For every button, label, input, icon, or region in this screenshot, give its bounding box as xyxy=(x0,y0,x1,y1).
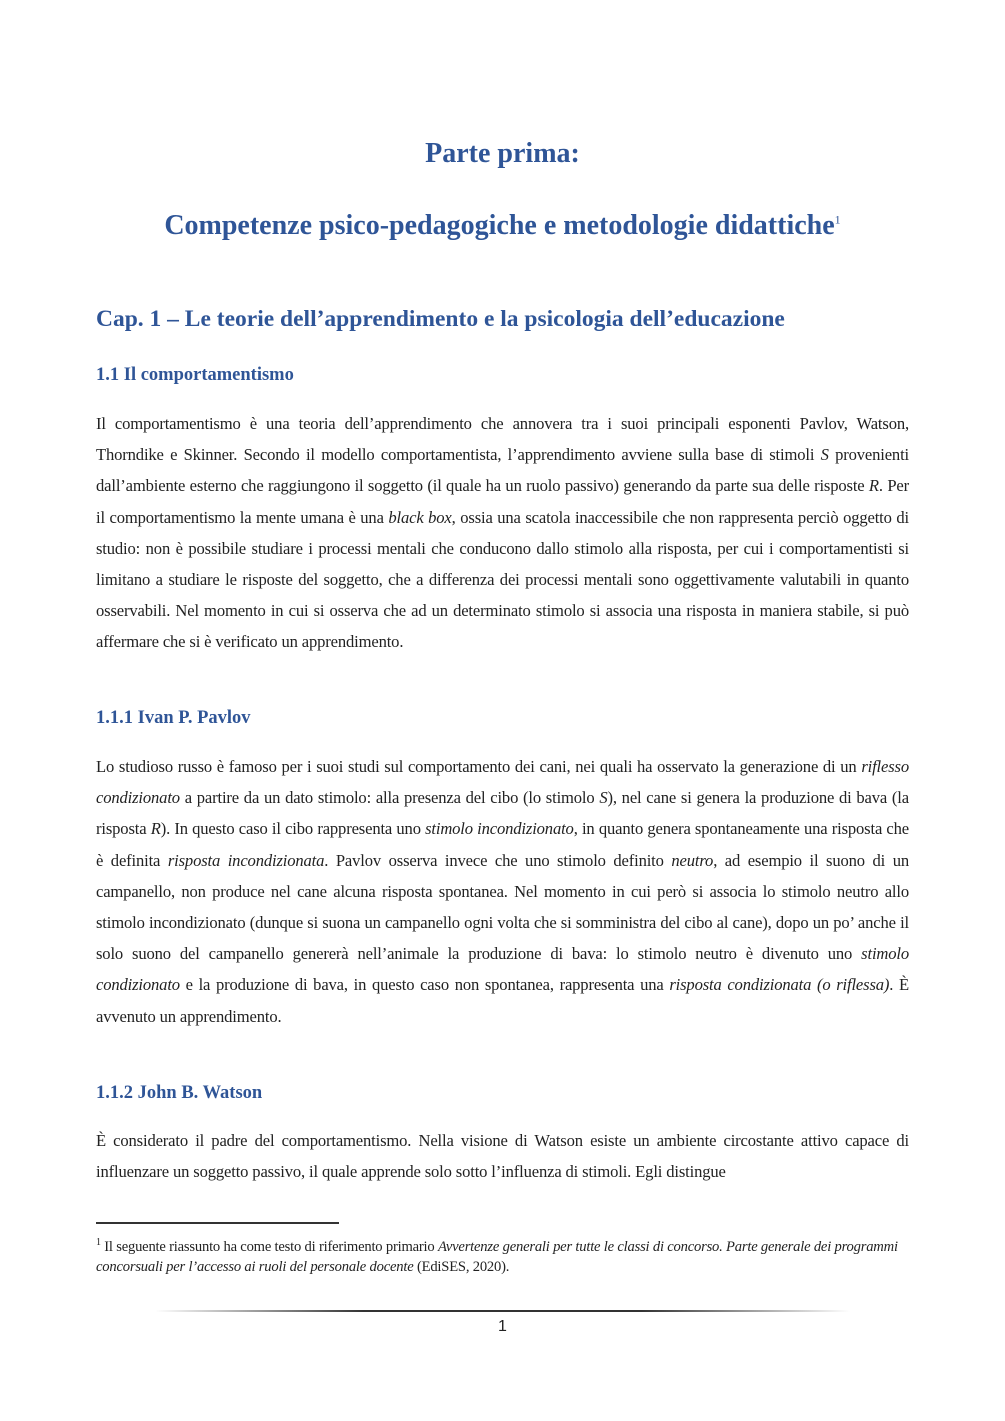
text-run: a partire da un dato stimolo: alla presenza del cibo (lo stimolo xyxy=(179,788,600,808)
italic-text: risposta incondizionata xyxy=(167,850,325,870)
text-run: . Per il comportamentismo la mente umana è una xyxy=(96,476,909,527)
text-run: Lo studioso russo è famoso per i suoi studi sul comportamento dei cani, nei quali ha osservato la generazione di un xyxy=(96,757,862,776)
section-heading: 1.1 Il comportamentismo xyxy=(96,365,294,385)
italic-text: Avvertenze generali per tutte le classi di concorso. Parte generale dei programmi concorsuali per l’accesso ai ruoli del personale docente xyxy=(96,1238,898,1275)
footer-divider xyxy=(155,1310,850,1312)
italic-text: S xyxy=(599,788,608,808)
footnote-number: 1 xyxy=(96,1237,101,1248)
italic-text: stimolo condizionato xyxy=(96,944,909,995)
part-subtitle-text: Competenze psico-pedagogiche e metodologie didattiche xyxy=(164,210,835,241)
part-subtitle xyxy=(0,210,1005,242)
text-run: È considerato il padre del comportamentismo. Nella visione di Watson esiste un ambiente circostante attivo capace di influenzare un soggetto passivo, il quale apprende solo sotto l’influenza di stimoli. Egli distingue xyxy=(96,1131,909,1182)
chapter-heading: Cap. 1 – Le teorie dell’apprendimento e la psicologia dell’educazione xyxy=(96,306,785,332)
italic-text: R xyxy=(150,819,161,839)
footnote-separator xyxy=(96,1222,339,1224)
text-run: . Pavlov osserva invece che uno stimolo definito xyxy=(324,850,672,870)
text-run: (EdiSES, 2020). xyxy=(413,1258,510,1275)
section-paragraph xyxy=(96,751,909,1032)
part-title: Parte prima: xyxy=(425,138,580,169)
text-run: , ad esempio il suono di un campanello, non produce nel cane alcuna risposta spontanea. Nel momento in cui però si associa lo stimolo neutro allo stimolo incondizionato (dunque si suona un campanello ogni volta che si somministra del cibo al cane), dopo un po’ anche il solo suono del campanello genererà nell’animale la produzione di bava: lo stimolo neutro è divenuto uno xyxy=(96,850,909,964)
text-run: ). In questo caso il cibo rappresenta uno xyxy=(160,819,426,839)
footnote-text xyxy=(96,1239,898,1275)
section-heading: 1.1.2 John B. Watson xyxy=(96,1083,263,1103)
section-paragraph xyxy=(96,1125,909,1187)
footnote-ref[interactable]: 1 xyxy=(834,212,841,227)
footnote xyxy=(96,1233,909,1277)
italic-text: neutro xyxy=(671,850,714,870)
text-run: , in quanto genera spontaneamente una risposta che è definita xyxy=(96,819,909,870)
italic-text: risposta condizionata (o riflessa) xyxy=(669,975,890,995)
text-run: Il seguente riassunto ha come testo di riferimento primario xyxy=(100,1238,438,1255)
text-run: , ossia una scatola inaccessibile che non rappresenta perciò oggetto di studio: non è possibile studiare i processi mentali che conducono dallo stimolo alla risposta, per cui i comportamentisti si limitano a studiare le risposte del soggetto, che a differenza dei processi mentali sono oggettivamente valutabili in quanto osservabili. Nel momento in cui si osserva che ad un determinato stimolo si associa una risposta in maniera stabile, si può affermare che si è verificato un apprendimento. xyxy=(96,507,909,652)
text-run: . È avvenuto un apprendimento. xyxy=(96,975,909,1026)
italic-text: stimolo incondizionato xyxy=(425,819,574,839)
text-run: ), nel cane si genera la produzione di bava (la risposta xyxy=(96,788,909,839)
text-run: Il comportamentismo è una teoria dell’apprendimento che annovera tra i suoi principali esponenti Pavlov, Watson, Thorndike e Skinner. Secondo il modello comportamentista, l’apprendimento avviene sulla base di stimoli xyxy=(96,414,909,465)
italic-text: S xyxy=(820,445,829,465)
text-run: e la produzione di bava, in questo caso non spontanea, rappresenta una xyxy=(179,975,670,995)
section-heading: 1.1.1 Ivan P. Pavlov xyxy=(96,708,251,728)
section-paragraph xyxy=(96,408,909,658)
text-run: provenienti dall’ambiente esterno che raggiungono il soggetto (il quale ha un ruolo passivo) generando da parte sua delle risposte xyxy=(96,445,909,496)
page-number: 1 xyxy=(498,1318,507,1335)
italic-text: R xyxy=(868,476,879,496)
italic-text: black box xyxy=(388,507,452,527)
italic-text: riflesso condizionato xyxy=(96,757,909,808)
